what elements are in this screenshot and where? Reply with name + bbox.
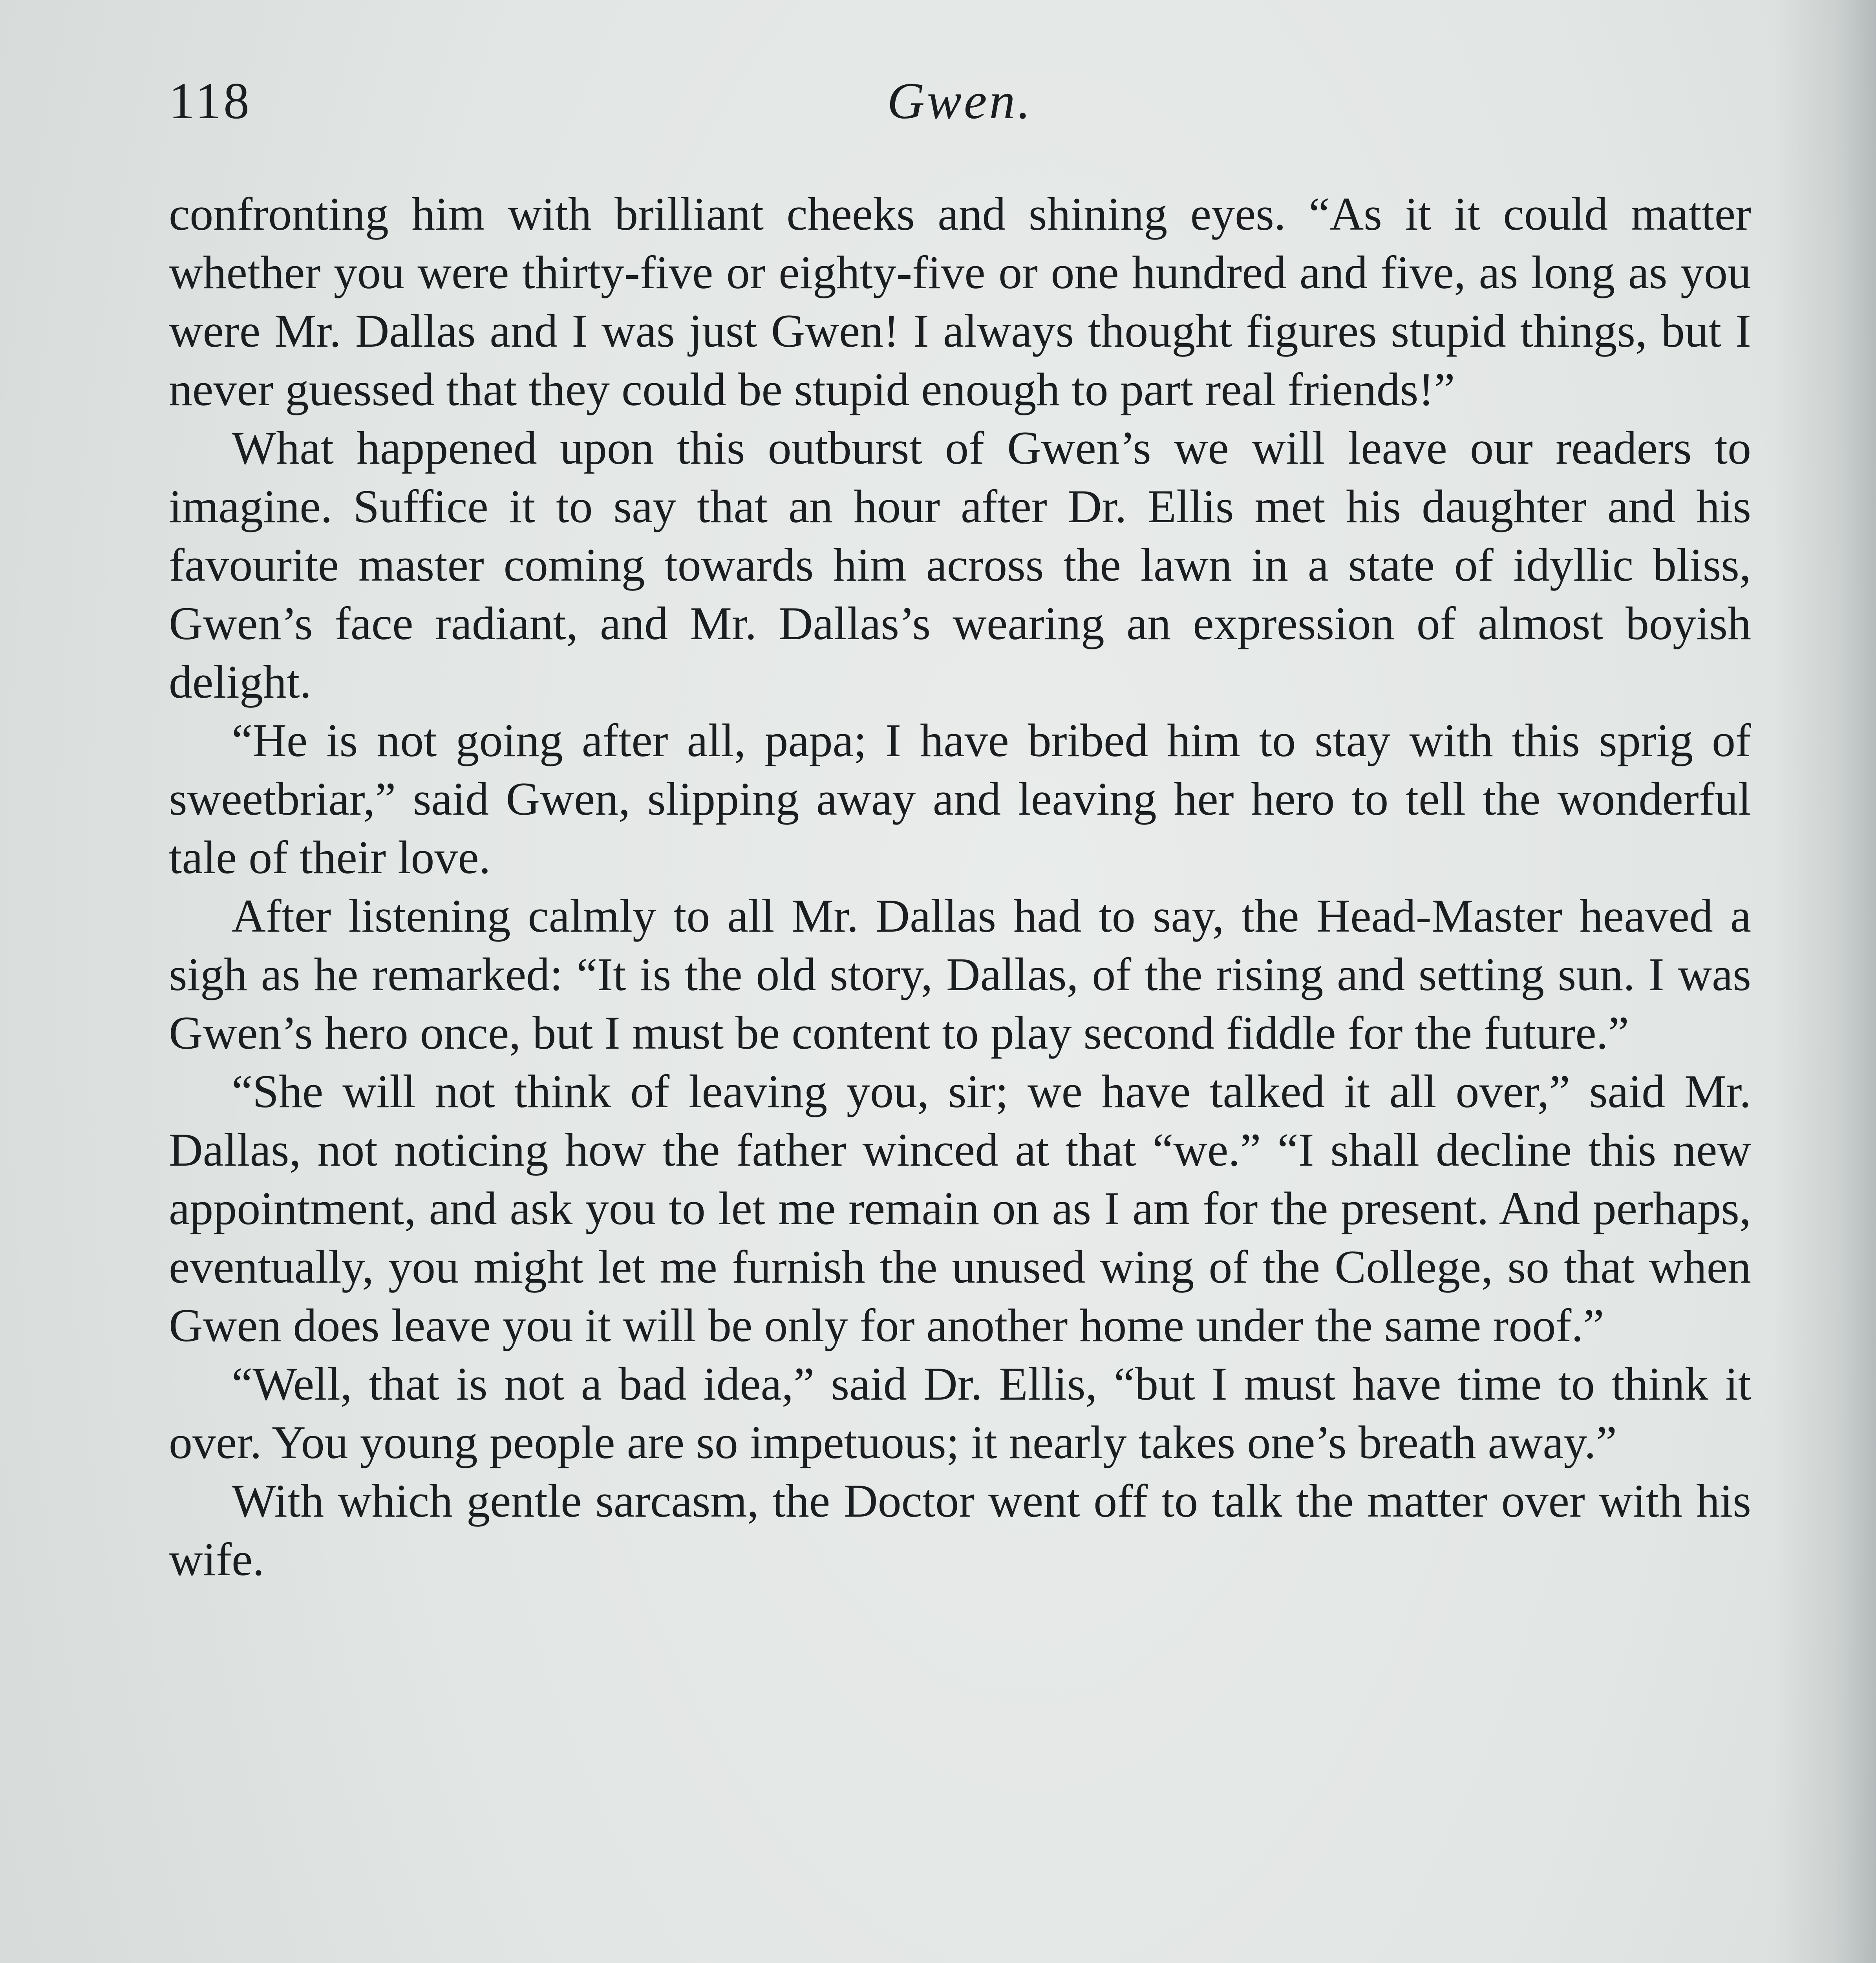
paragraph: After listening calmly to all Mr. Dallas had to say, the Head-Master heaved a sigh as he remarked: “It is the old story, Dallas, of the rising and setting sun. I was Gwen’s hero once, but I must be content to play second fiddle for the future.” (169, 890, 1751, 1059)
paragraph: confronting him with brilliant cheeks and shining eyes. “As it it could matter whether you were thirty-five or eighty-five or one hundred and five, as long as you were Mr. Dallas and I was just Gwen! I always thought figures stupid things, but I never guessed that they could be stupid enough to part real friends!” (169, 188, 1751, 415)
page-number: 118 (169, 72, 252, 130)
paragraph: “Well, that is not a bad idea,” said Dr. Ellis, “but I must have time to think it over. You young people are so impetuous; it nearly takes one’s breath away.” (169, 1358, 1751, 1468)
page-edge-shadow (1774, 0, 1876, 1963)
running-title: Gwen. (887, 72, 1033, 130)
paragraph: With which gentle sarcasm, the Doctor went off to talk the matter over with his wife. (169, 1475, 1751, 1585)
page-header (169, 71, 1751, 149)
paragraph: “He is not going after all, papa; I have bribed him to stay with this sprig of sweetbriar,” said Gwen, slipping away and leaving her hero to tell the wonderful tale of their love. (169, 714, 1751, 883)
paragraph: “She will not think of leaving you, sir; we have talked it all over,” said Mr. Dallas, not noticing how the father winced at that “we.” “I shall decline this new appointment, and ask you to let me remain on as I am for the present. And perhaps, eventually, you might let me furnish the unused wing of the College, so that when Gwen does leave you it will be only for another home under the same roof.” (169, 1065, 1751, 1351)
body-text (169, 185, 1751, 1588)
paragraph: What happened upon this outburst of Gwen’s we will leave our readers to imagine. Suffice it to say that an hour after Dr. Ellis met his daughter and his favourite master coming towards him across the lawn in a state of idyllic bliss, Gwen’s face radiant, and Mr. Dallas’s wearing an expression of almost boyish delight. (169, 422, 1751, 708)
